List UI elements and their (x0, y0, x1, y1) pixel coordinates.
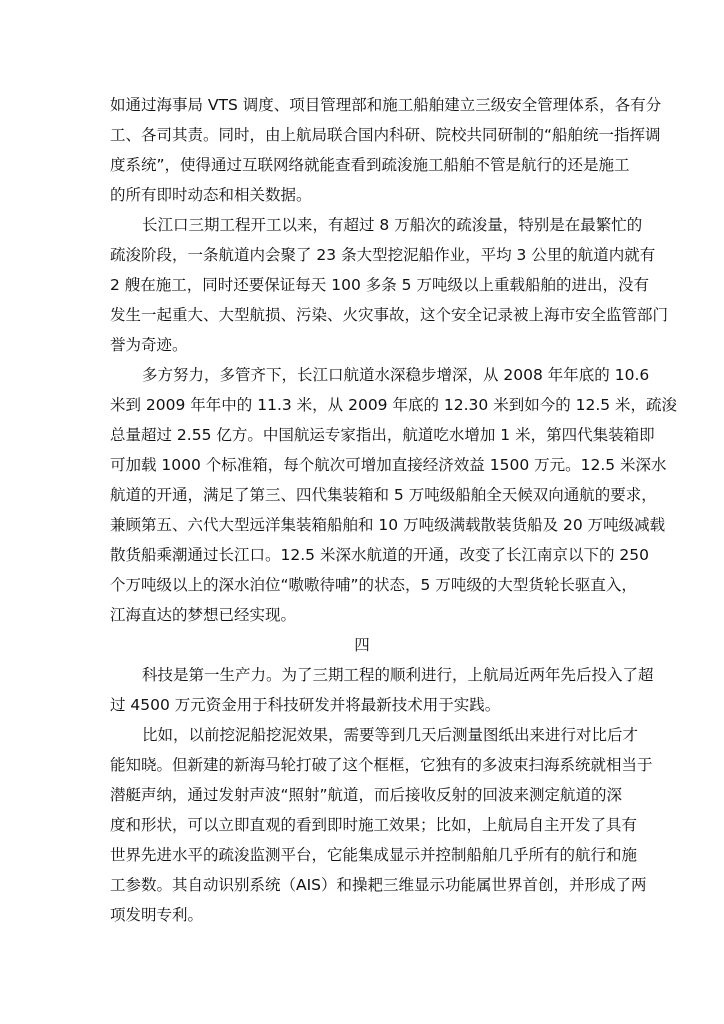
text-line: 过 4500 万元资金用于科技研发并将最新技术用于实践。 (110, 696, 501, 714)
text-line: 总量超过 2.55 亿方。中国航运专家指出，航道吃水增加 1 米，第四代集装箱即 (110, 426, 655, 444)
text-line: 发生一起重大、大型航损、污染、火灾事故，这个安全记录被上海市安全监管部门 (110, 306, 669, 324)
text-line: 长江口三期工程开工以来，有超过 8 万船次的疏浚量，特别是在最繁忙的 (142, 216, 643, 234)
text-line: 多方努力，多管齐下，长江口航道水深稳步增深，从 2008 年年底的 10.6 (142, 366, 650, 384)
text-line: 江海直达的梦想已经实现。 (110, 606, 297, 624)
text-line: 米到 2009 年年中的 11.3 米，从 2009 年底的 12.30 米到如今的 12.5 米，疏浚 (110, 396, 678, 414)
text-line: 工参数。其自动识别系统（AIS）和操耙三维显示功能属世界首创，并形成了两 (110, 876, 647, 894)
text-line: 散货船乘潮通过长江口。12.5 米深水航道的开通，改变了长江南京以下的 250 (110, 546, 649, 564)
text-line: 兼顾第五、六代大型远洋集装箱船舶和 10 万吨级满载散装货船及 20 万吨级减载 (110, 516, 666, 534)
text-line: 如通过海事局 VTS 调度、项目管理部和施工船舶建立三级安全管理体系，各有分 (110, 96, 662, 114)
text-line: 航道的开通，满足了第三、四代集装箱和 5 万吨级船舶全天候双向通航的要求， (110, 486, 657, 504)
section-heading: 四 (354, 636, 370, 654)
text-line: 可加载 1000 个标准箱，每个航次可增加直接经济效益 1500 万元。12.5 米深水 (110, 456, 667, 474)
text-line: 科技是第一生产力。为了三期工程的顺利进行，上航局近两年先后投入了超 (142, 666, 654, 684)
text-line: 工、各司其责。同时，由上航局联合国内科研、院校共同研制的“船舶统一指挥调 (110, 126, 661, 144)
text-line: 潜艇声纳，通过发射声波“照射”航道，而后接收反射的回波来测定航道的深 (110, 786, 623, 804)
text-line: 比如，以前挖泥船挖泥效果，需要等到几天后测量图纸出来进行对比后才 (142, 726, 639, 744)
text-line: 个万吨级以上的深水泊位“嗷嗷待哺”的状态，5 万吨级的大型货轮长驱直入， (110, 576, 637, 594)
text-line: 世界先进水平的疏浚监测平台，它能集成显示并控制船舶几乎所有的航行和施 (110, 846, 638, 864)
text-line: 项发明专利。 (110, 906, 204, 924)
text-line: 疏浚阶段，一条航道内会聚了 23 条大型挖泥船作业，平均 3 公里的航道内就有 (110, 246, 656, 264)
text-line: 的所有即时动态和相关数据。 (110, 186, 312, 204)
text-line: 能知晓。但新建的新海马轮打破了这个框框，它独有的多波束扫海系统就相当于 (110, 756, 653, 774)
text-line: 2 艘在施工，同时还要保证每天 100 多条 5 万吨级以上重载船舶的进出，没有 (110, 276, 649, 294)
text-line: 度系统”，使得通过互联网络就能查看到疏浚施工船舶不管是航行的还是施工 (110, 156, 630, 174)
text-line: 度和形状，可以立即直观的看到即时施工效果；比如，上航局自主开发了具有 (110, 816, 638, 834)
text-line: 誉为奇迹。 (110, 336, 188, 354)
